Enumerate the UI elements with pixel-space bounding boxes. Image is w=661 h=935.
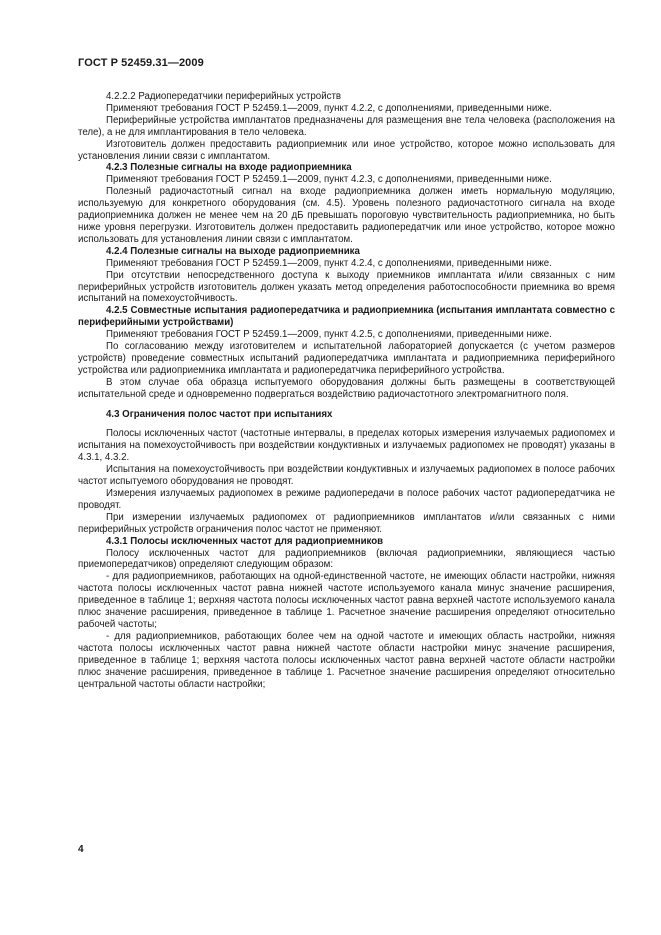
paragraph: Применяют требования ГОСТ Р 52459.1—2009, пункт 4.2.4, с дополнениями, приведенными ниже.	[106, 257, 552, 269]
page-number: 4	[78, 844, 84, 855]
document-header: ГОСТ Р 52459.31—2009	[78, 57, 204, 69]
section-heading: 4.3 Ограничения полос частот при испытаниях	[106, 408, 333, 420]
paragraph: Полезный радиочастотный сигнал на входе радиоприемника должен иметь нормальную модуляцию, используемую для конкретного оборудования (см. 4.5). Уровень полезного радиочастотного сигнала на входе радиоприемника должен не менее чем на 20 дБ превышать пороговую чувствительность радиоприемника, но быть ниже уровня перегрузки. Изготовитель должен предоставить радиопередатчик или иное устройство, которое можно использовать для установления линии связи с имплантатом.	[78, 186, 615, 245]
list-item: - для радиоприемников, работающих на одной-единственной частоте, не имеющих области настройки, нижняя частота полосы исключенных частот равна нижней частоте используемого канала минус значение расширения, приведенное в таблице 1; верхняя частота полосы исключенных частот равна верхней частоте используемого канала плюс значение расширения, приведенное в таблице 1. Расчетное значение расширения определяют относительно рабочей частоты;	[78, 571, 615, 630]
paragraph: При отсутствии непосредственного доступа к выходу приемников имплантата и/или связанных с ним периферийных устройств изготовитель должен указать метод определения работоспособности приемника во время испытаний на помехоустойчивость.	[78, 269, 615, 305]
section-heading: 4.3.1 Полосы исключенных частот для радиоприемников	[106, 535, 384, 547]
section-heading: 4.2.3 Полезные сигналы на входе радиоприемника	[106, 162, 352, 174]
paragraph: При измерении излучаемых радиопомех от радиоприемников имплантатов и/или связанных с ними периферийных устройств ограничения полос частот не применяют.	[78, 511, 615, 535]
paragraph: Применяют требования ГОСТ Р 52459.1—2009, пункт 4.2.5, с дополнениями, приведенными ниже.	[106, 329, 552, 341]
paragraph: В этом случае оба образца испытуемого оборудования должны быть размещены в соответствующей испытательной среде и одновременно подвергаться воздействию радиочастотного электромагнитного поля.	[78, 376, 615, 400]
section-heading: 4.2.4 Полезные сигналы на выходе радиоприемника	[106, 245, 360, 257]
paragraph: Полосу исключенных частот для радиоприемников (включая радиоприемники, являющиеся частью приемопередатчиков) определяют следующим образом:	[78, 547, 615, 571]
section-heading: 4.2.2.2 Радиопередатчики периферийных устройств	[106, 91, 342, 102]
paragraph: Периферийные устройства имплантатов предназначены для размещения вне тела человека (расположения на теле), а не для имплантирования в тело человека.	[78, 114, 615, 138]
paragraph: Применяют требования ГОСТ Р 52459.1—2009, пункт 4.2.2, с дополнениями, приведенными ниже.	[106, 102, 552, 114]
list-item: - для радиоприемников, работающих более чем на одной частоте и имеющих область настройки, нижняя частота полосы исключенных частот равна нижней частоте области настройки минус значение расширения, приведенное в таблице 1; верхняя частота полосы исключенных частот равна верхней частоте области настройки плюс значение расширения, приведенное в таблице 1. Расчетное значение расширения определяют относительно центральной частоты области настройки;	[78, 630, 615, 690]
document-body	[78, 91, 615, 690]
section-heading: 4.2.5 Совместные испытания радиопередатчика и радиоприемника (испытания имплантата совместно с периферийными устройствами)	[78, 305, 615, 329]
paragraph: По согласованию между изготовителем и испытательной лабораторией допускается (с учетом размеров устройств) проведение совместных испытаний радиопередатчика имплантата и радиоприемника периферийного устройства или радиоприемника имплантата и радиопередатчика периферийного устройства.	[78, 341, 615, 376]
paragraph: Измерения излучаемых радиопомех в режиме радиопередачи в полосе рабочих частот радиопередатчика не проводят.	[78, 488, 615, 511]
paragraph: Полосы исключенных частот (частотные интервалы, в пределах которых измерения излучаемых радиопомех и испытания на помехоустойчивость при воздействии кондуктивных и излучаемых радиопомех не проводят) указаны в 4.3.1, 4.3.2.	[78, 428, 615, 464]
paragraph: Испытания на помехоустойчивость при воздействии кондуктивных и излучаемых радиопомех в полосе рабочих частот испытуемого оборудования не проводят.	[78, 464, 615, 488]
paragraph: Изготовитель должен предоставить радиоприемник или иное устройство, которое можно использовать для установления линии связи с имплантатом.	[78, 138, 615, 162]
paragraph: Применяют требования ГОСТ Р 52459.1—2009, пункт 4.2.3, с дополнениями, приведенными ниже.	[106, 174, 552, 186]
